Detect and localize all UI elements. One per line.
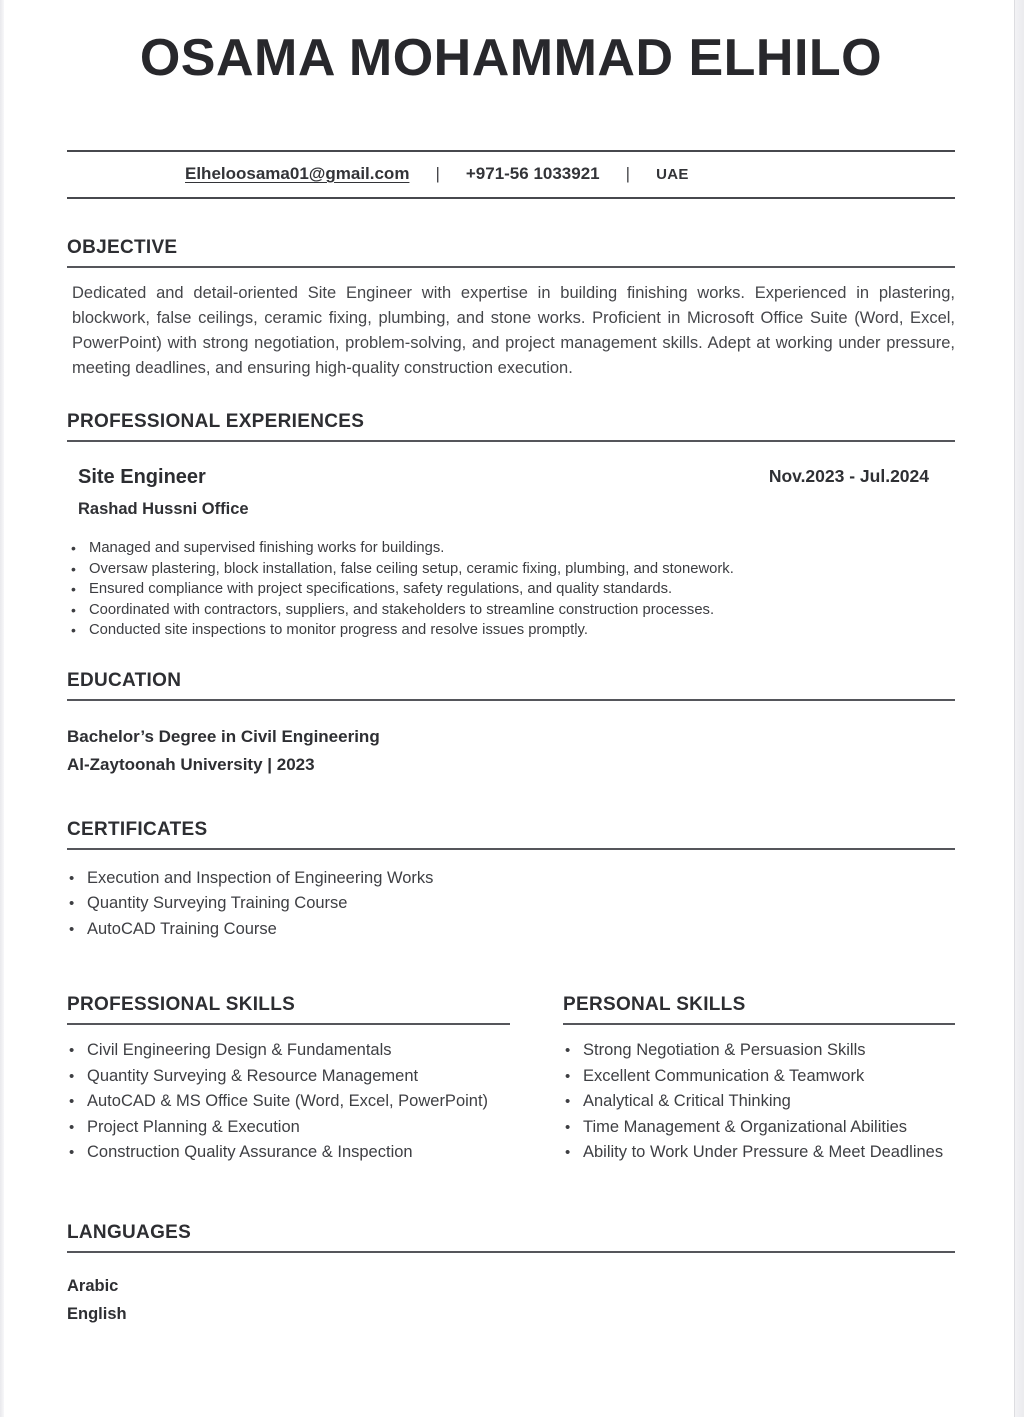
contact-divider-bottom [67,197,955,199]
languages-section [67,1222,955,1328]
section-heading-experience: PROFESSIONAL EXPERIENCES [67,411,955,442]
section-heading-personal-skills: PERSONAL SKILLS [563,994,955,1025]
personal-skill-item: • Ability to Work Under Pressure & Meet Deadlines [563,1140,955,1166]
personal-skill-list [563,1038,955,1166]
job-bullet: • Managed and supervised finishing works for buildings. [67,538,955,559]
page-title: OSAMA MOHAMMAD ELHILO [139,29,883,87]
section-heading-professional-skills: PROFESSIONAL SKILLS [67,994,510,1025]
section-heading-languages: LANGUAGES [67,1222,955,1253]
language-item: Arabic [67,1276,119,1295]
objective-section [67,237,955,381]
language-item: English [67,1304,127,1323]
job-bullet: • Oversaw plastering, block installation, false ceiling setup, ceramic fixing, plumbing, and stonework. [67,559,955,580]
contact-separator: | [435,164,440,183]
personal-skill-item: • Excellent Communication & Teamwork [563,1064,955,1090]
professional-skill-item: • Construction Quality Assurance & Inspection [67,1140,510,1166]
section-heading-objective: OBJECTIVE [67,237,955,268]
certificate-list [67,866,955,943]
experience-section [67,411,955,641]
location-text: UAE [656,165,689,183]
language-list [67,1272,955,1328]
job-header [67,464,955,521]
job-bullet: • Conducted site inspections to monitor progress and resolve issues promptly. [67,620,955,641]
page-edge-left [0,0,4,1417]
skills-columns [67,994,955,1166]
certificate-item: • Quantity Surveying Training Course [67,891,955,917]
certificates-section [67,819,955,943]
contact-separator: | [625,164,631,183]
job-title-block [78,464,249,521]
section-heading-certificates: CERTIFICATES [67,819,955,850]
personal-skill-item: • Analytical & Critical Thinking [563,1089,955,1115]
professional-skill-list [67,1038,510,1166]
professional-skill-item: • Quantity Surveying & Resource Management [67,1064,510,1090]
personal-skill-item: • Time Management & Organizational Abilities [563,1115,955,1141]
professional-skill-item: • AutoCAD & MS Office Suite (Word, Excel, PowerPoint) [67,1089,510,1115]
page-edge-right [1014,0,1024,1417]
job-title: Site Engineer [78,466,206,488]
education-school: Al-Zaytoonah University | 2023 [67,754,315,774]
email-link[interactable]: Elheloosama01@gmail.com [185,164,410,183]
certificate-item: • Execution and Inspection of Engineering Works [67,866,955,892]
personal-skills-section [563,994,955,1166]
job-dates: Nov.2023 - Jul.2024 [768,466,929,486]
education-section [67,670,955,779]
phone-number: +971-56 1033921 [465,164,600,183]
contact-row [67,152,955,197]
professional-skill-item: • Civil Engineering Design & Fundamentals [67,1038,510,1064]
personal-skill-item: • Strong Negotiation & Persuasion Skills [563,1038,955,1064]
job-bullet: • Coordinated with contractors, suppliers, and stakeholders to streamline construction processes. [67,600,955,621]
professional-skill-item: • Project Planning & Execution [67,1115,510,1141]
section-heading-education: EDUCATION [67,670,955,701]
job-bullet-list [67,538,955,641]
certificate-item: • AutoCAD Training Course [67,917,955,943]
professional-skills-section [67,994,510,1166]
job-company: Rashad Hussni Office [78,500,249,518]
objective-text: Dedicated and detail-oriented Site Engineer with expertise in building finishing works. Experienced in plastering, blockwork, false ceilings, ceramic fixing, plumbing, and stone works. Proficient in Microsoft Office Suite (Word, Excel, PowerPoint) with strong negotiation, problem-solving, and project management skills. Adept at working under pressure, meeting deadlines, and ensuring high-quality construction execution. [72,284,955,377]
education-entry [67,723,955,779]
job-bullet: • Ensured compliance with project specifications, safety regulations, and quality standards. [67,579,955,600]
education-degree: Bachelor’s Degree in Civil Engineering [67,726,380,746]
